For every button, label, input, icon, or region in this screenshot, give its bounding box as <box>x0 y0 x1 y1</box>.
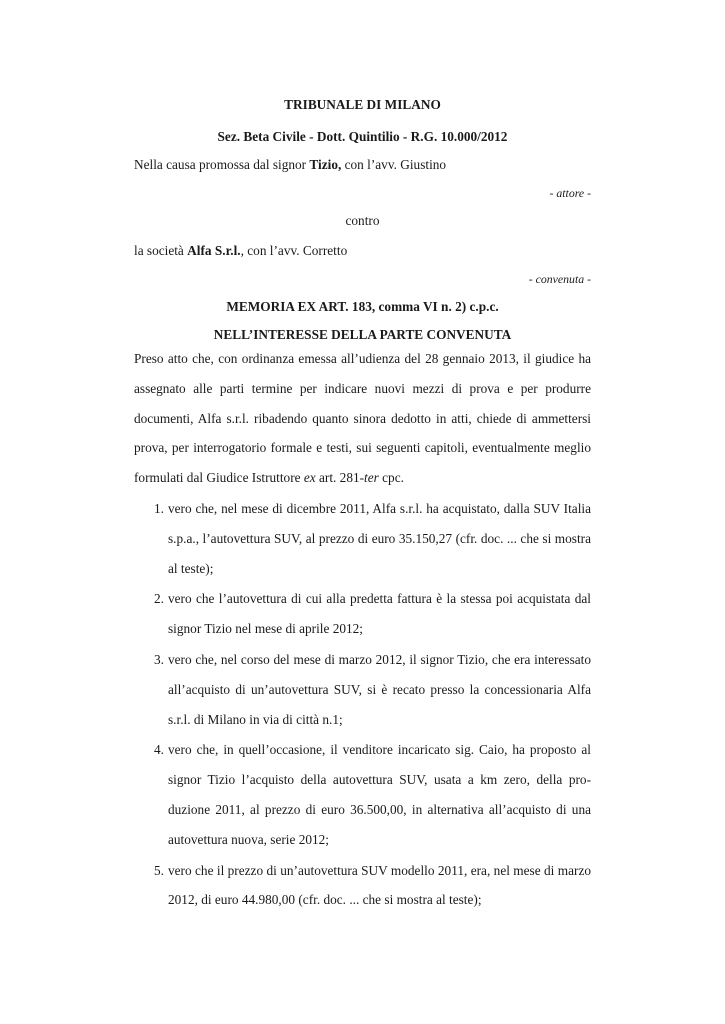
memo-subtitle: NELL’INTERESSE DELLA PARTE CONVENUTA <box>213 327 512 342</box>
plaintiff-role: - attore - <box>549 186 591 200</box>
document-body <box>134 96 591 915</box>
defendant-line <box>134 242 591 260</box>
list-item <box>134 856 591 916</box>
defendant-name: Alfa S.r.l. <box>187 243 241 258</box>
intro-tail: cpc. <box>378 470 404 486</box>
list-item-number: 1. <box>154 500 164 516</box>
intro-ex: ex <box>303 470 316 486</box>
intro-ter: ter <box>364 470 379 486</box>
defendant-role: - convenuta - <box>528 272 591 286</box>
list-item-number: 5. <box>154 862 164 878</box>
list-item-text: vero che, in quell’occasione, il venditore incaricato sig. Caio, ha proposto al signor Tizio l’acquisto della autovettura SUV, usata a km zero, della produzione 2011, al prezzo di euro 36.500,00, in alternativa all’acquisto di una autovettura nuova, serie 2012; <box>168 742 591 847</box>
memo-title: MEMORIA EX ART. 183, comma VI n. 2) c.p.c. <box>226 299 499 314</box>
defendant-lawyer: , con l’avv. Corretto <box>240 243 348 258</box>
intro-article: art. 281- <box>315 470 365 486</box>
list-item-number: 2. <box>154 591 164 607</box>
versus-label: contro <box>345 213 380 228</box>
list-item <box>134 645 591 734</box>
list-item-text: vero che l’autovettura di cui alla predetta fattura è la stessa poi acquistata dal signor Tizio nel mese di aprile 2012; <box>168 591 591 637</box>
list-item-number: 3. <box>154 651 164 667</box>
list-item <box>134 584 591 644</box>
list-item-text: vero che il prezzo di un’autovettura SUV modello 2011, era, nel mese di marzo 2012, di euro 44.980,00 (cfr. doc. ... che si mostra al teste); <box>168 862 591 908</box>
plaintiff-lawyer: con l’avv. Giustino <box>341 157 447 172</box>
plaintiff-prefix: Nella causa promossa dal signor <box>134 157 310 172</box>
defendant-prefix: la società <box>134 243 188 258</box>
list-item-number: 4. <box>154 742 164 758</box>
case-reference: Sez. Beta Civile - Dott. Quintilio - R.G. 10.000/2012 <box>217 129 508 144</box>
list-item-text: vero che, nel corso del mese di marzo 2012, il signor Tizio, che era interessato all’acquisto di un’autovettura SUV, si è recato presso la concessionaria Alfa s.r.l. di Milano in via di città n.1; <box>168 651 591 727</box>
list-item <box>134 735 591 854</box>
intro-text: Preso atto che, con ordinanza emessa all’udienza del 28 gennaio 2013, il giudice ha assegnato alle parti termine per indicare nuovi mezzi di prova e per produrre documenti, Alfa s.r.l. ribadendo quanto sinora dedotto in atti, chiede di ammettersi prova, per interrogatorio formale e testi, sui seguenti capitoli, eventualmente meglio formulati dal Giudice Istruttore <box>134 351 591 486</box>
chapters-list <box>134 494 591 915</box>
list-item <box>134 494 591 583</box>
intro-paragraph <box>134 344 591 493</box>
court-title: TRIBUNALE DI MILANO <box>284 97 441 112</box>
list-item-text: vero che, nel mese di dicembre 2011, Alfa s.r.l. ha acquistato, dalla SUV Italia s.p.a., l’autovettura SUV, al prezzo di euro 35.150,27 (cfr. doc. ... che si mostra al teste); <box>168 500 591 576</box>
plaintiff-name: Tizio, <box>309 157 342 172</box>
plaintiff-line <box>134 156 591 174</box>
